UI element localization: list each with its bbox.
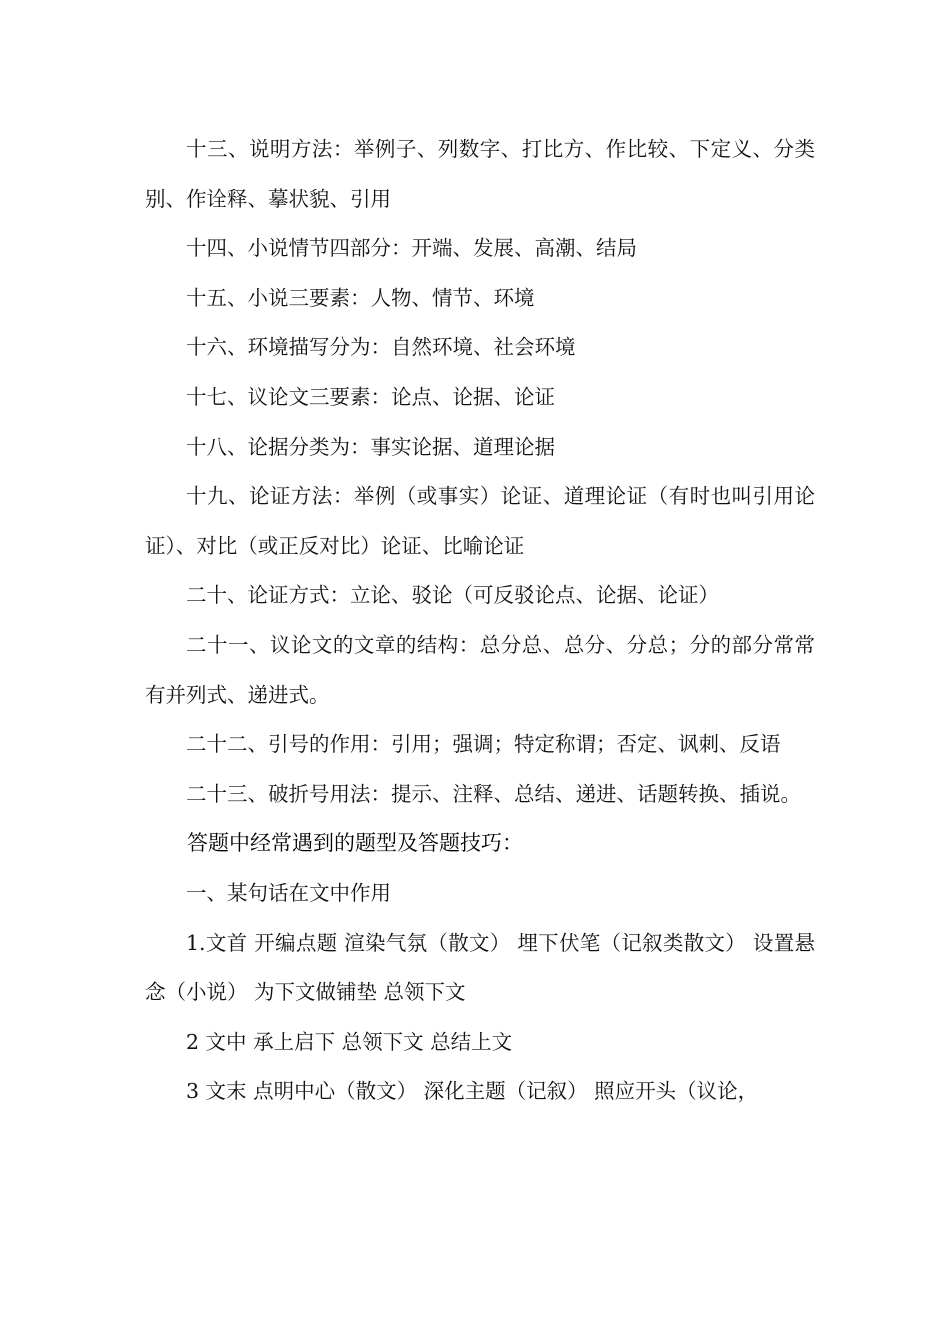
paragraph-16-environment-description: 十六、环境描写分为：自然环境、社会环境: [186, 335, 576, 360]
paragraph-18-evidence-types: 十八、论据分类为：事实论据、道理论据: [186, 434, 555, 459]
paragraph-19-argument-methods: 十九、论证方法：举例（或事实）论证、道理论证（有时也叫引用论证）、对比（或正反对比）论证、比喻论证: [145, 484, 815, 558]
section-heading-answer-techniques: 答题中经常遇到的题型及答题技巧：: [187, 831, 523, 856]
paragraph-15-novel-elements: 十五、小说三要素：人物、情节、环境: [186, 285, 535, 310]
subsection-sentence-function: 一、某句话在文中作用: [186, 880, 391, 905]
paragraph-23-dash-usage: 二十三、破折号用法：提示、注释、总结、递进、话题转换、插说。: [186, 781, 801, 806]
paragraph-20-argument-modes: 二十、论证方式：立论、驳论（可反驳论点、论据、论证）: [186, 583, 719, 608]
item-text-beginning: 1.文首 开编点题 渲染气氛（散文） 埋下伏笔（记叙类散文） 设置悬念（小说） 为下文做铺垫 总领下文: [145, 930, 815, 1005]
paragraph-22-quotation-marks: 二十二、引号的作用：引用；强调；特定称谓；否定、讽刺、反语: [186, 732, 781, 757]
paragraph-17-argument-elements: 十七、议论文三要素：论点、论据、论证: [186, 384, 555, 409]
paragraph-13-explanation-methods: 十三、说明方法：举例子、列数字、打比方、作比较、下定义、分类别、作诠释、摹状貌、引用: [145, 137, 815, 211]
paragraph-21-essay-structure: 二十一、议论文的文章的结构：总分总、总分、分总；分的部分常常有并列式、递进式。: [145, 632, 815, 707]
document-body: [145, 125, 815, 1117]
item-text-end: 3 文末 点明中心（散文） 深化主题（记叙） 照应开头（议论，: [186, 1079, 759, 1104]
item-text-middle: 2 文中 承上启下 总领下文 总结上文: [186, 1029, 513, 1054]
paragraph-14-plot-parts: 十四、小说情节四部分：开端、发展、高潮、结局: [186, 236, 637, 261]
